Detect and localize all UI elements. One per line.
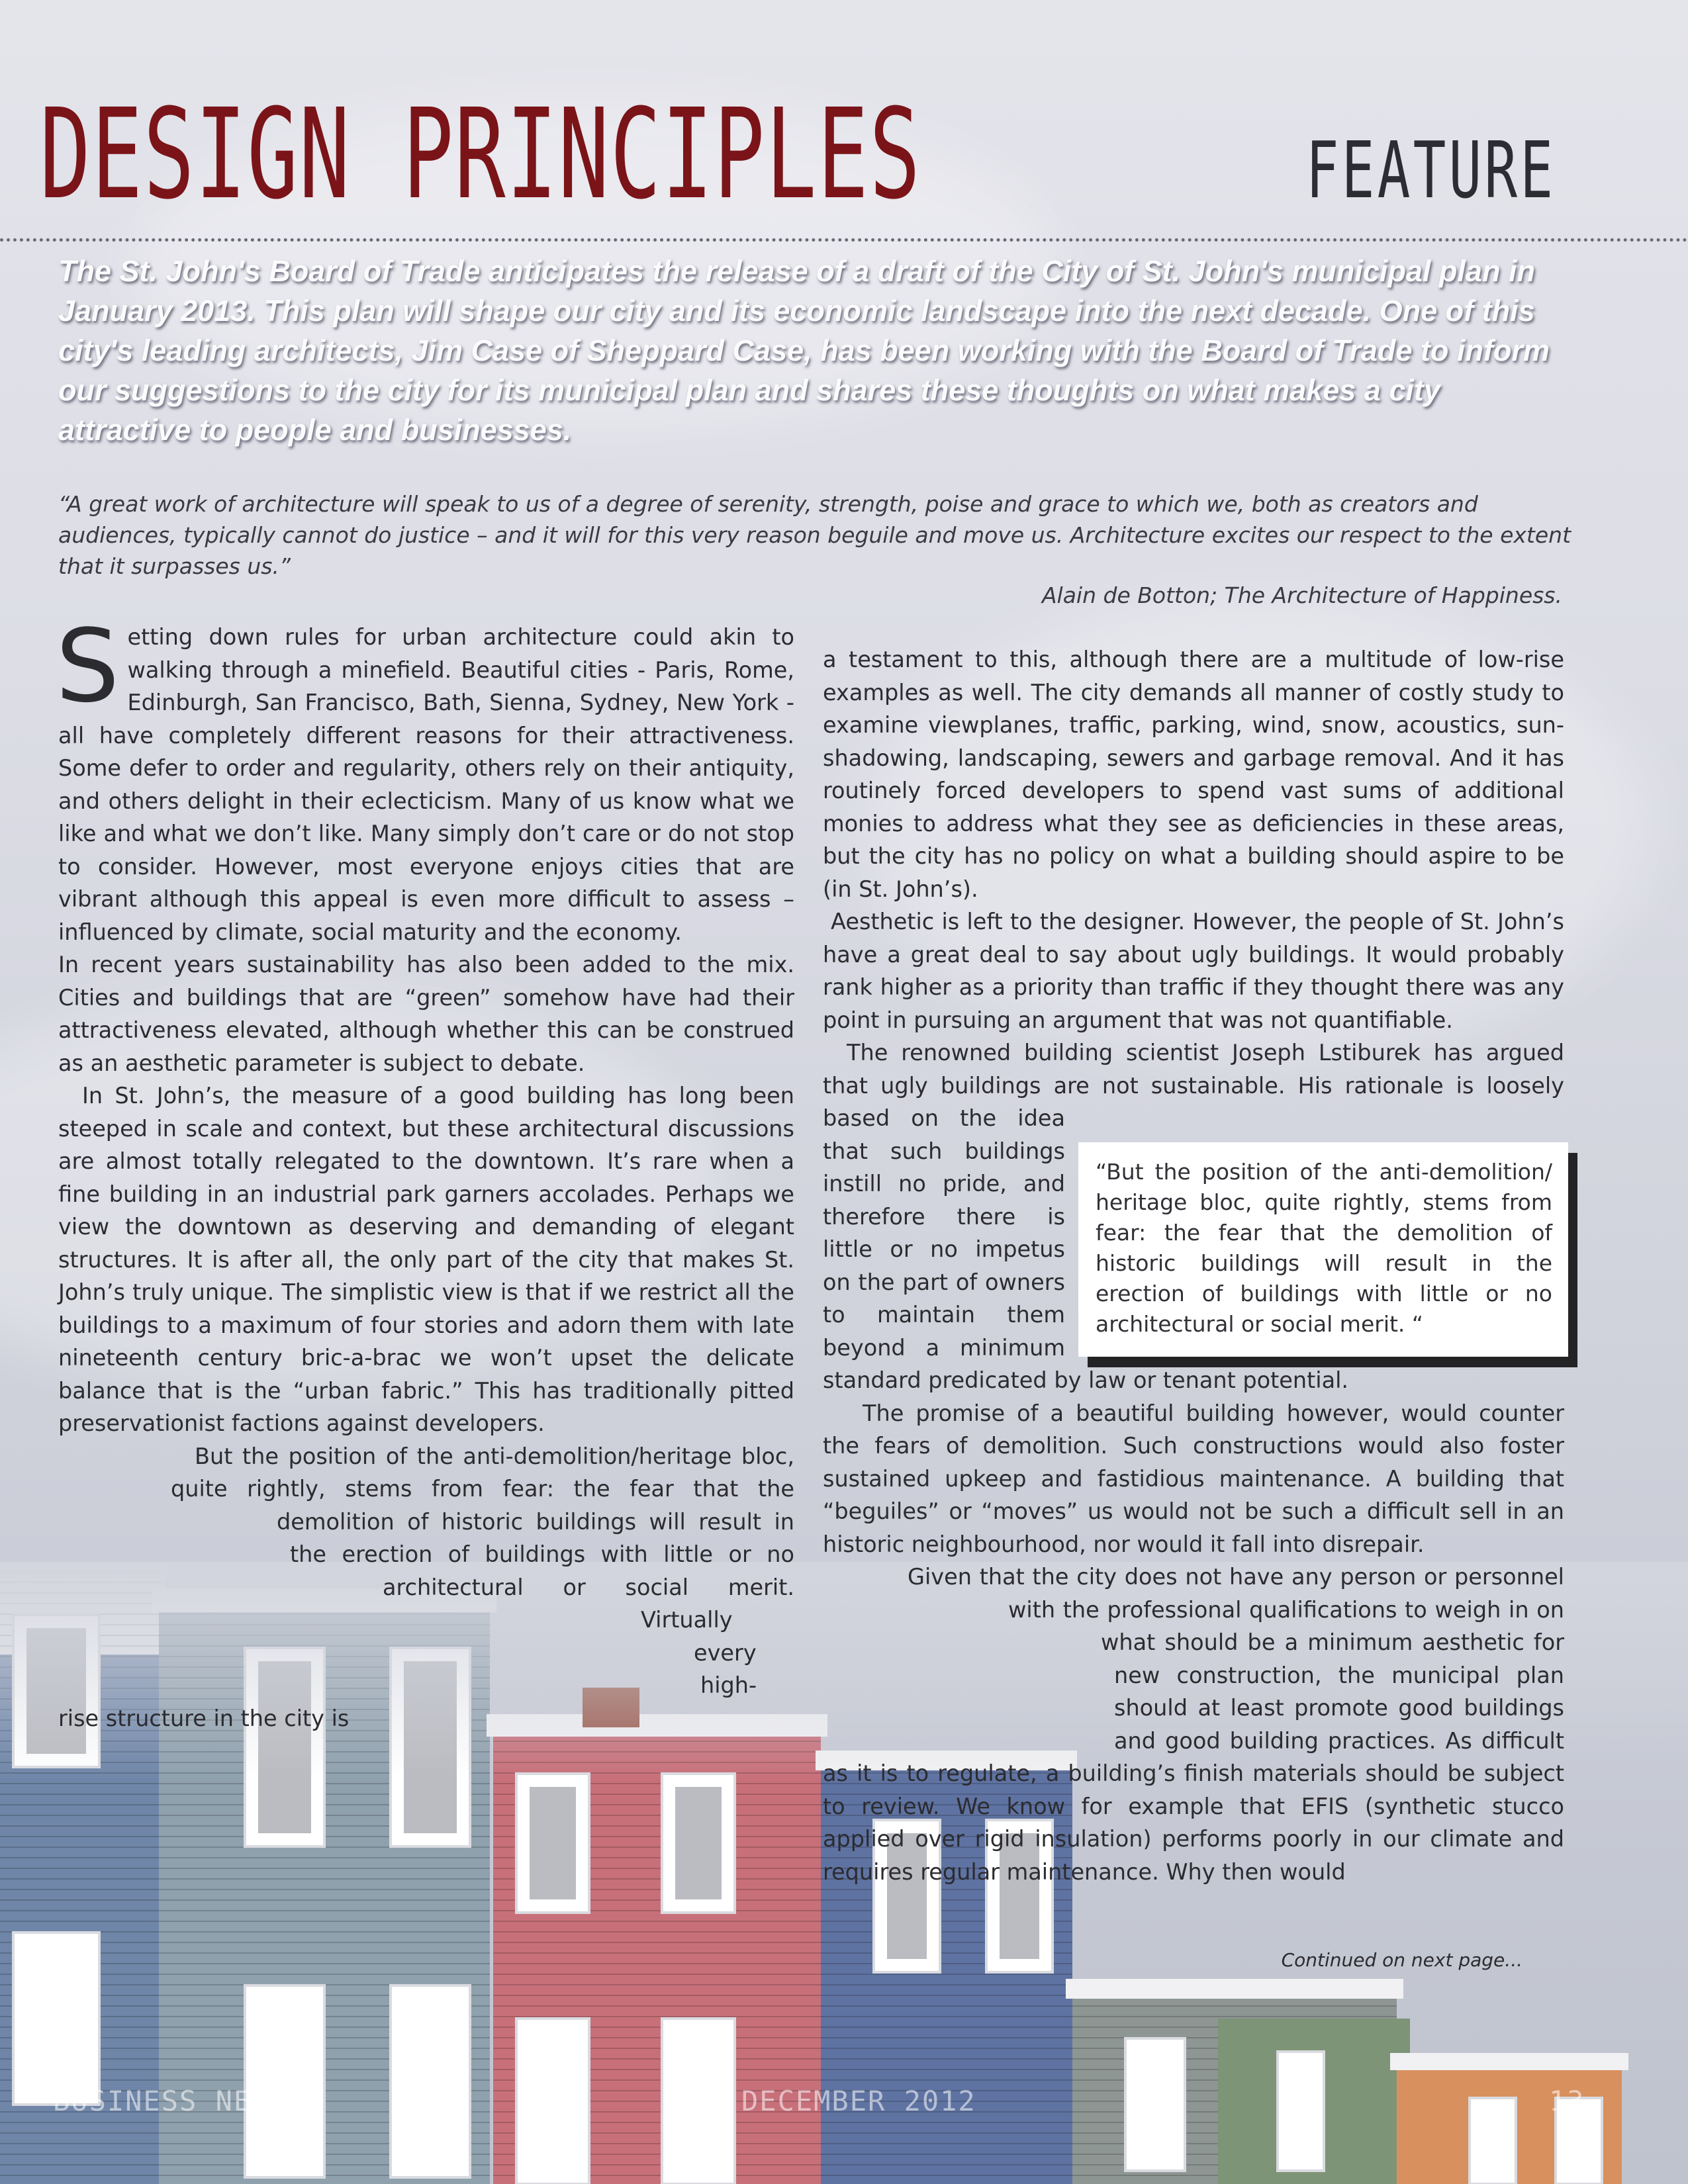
epigraph-attribution: Alain de Botton; The Architecture of Happiness. [1041,582,1562,608]
footer-issue: DECEMBER 2012 [741,2085,976,2117]
article-paragraph: Aesthetic is left to the designer. However, the people of St. John’s have a great deal to say about ugly buildings. It would probably rank higher as a priority than traffic if they thought there was any point in pursuing an argument that was not quantifiable. [823,909,1564,1033]
wrap-spacer [823,1725,1114,1758]
wrap-spacer [823,1659,1114,1692]
wrap-spacer [823,1626,1101,1659]
wrap-spacer [58,1473,171,1506]
wrap-spacer [823,1561,896,1594]
footer-publication: BUSINESS NEWS [53,2085,288,2117]
section-title: DESIGN PRINCIPLES [40,82,921,227]
article-paragraph: But the position of the anti-demolition/heritage bloc, quite rightly, stems from fear: the fear that the demolition of historic buildings will result in the erection of buildings with little or no architectural or social merit. Virtually every high-rise structure in the city is [58,1443,794,1731]
article-paragraph: etting down rules for urban architecture could akin to walking through a minefield. Beautiful cities - Paris, Rome, Edinburgh, San Francisco, Bath, Sienna, Sydney, New York - all have completely different reasons for their attractiveness. Some defer to order and regularity, others rely on their antiquity, and others delight in their eclecticism. Many of us know what we like and what we don’t like. Many simply don’t care or do not stop to consider. However, most everyone enjoys cities that are vibrant although this appeal is even more difficult to assess – influenced by climate, social maturity and the economy. [58,624,794,945]
pull-quote: “But the position of the anti-demolition/ heritage bloc, quite rightly, stems from fear: the fear that the demolition of historic buildings will result in the erection of buildings with little or no architectural or social merit. “ [1078,1142,1568,1357]
article-paragraph: The renowned building scientist Joseph Lstiburek has argued that ugly buildings are not sustainable. His rationale is loosely based on the idea that such buildings instill no pride, and therefore there is little or no impetus on the part of owners to maintain them beyond a minimum standard predicated by law or tenant potential. [823,1040,1564,1393]
article-paragraph: a testament to this, although there are a multitude of low-rise examples as well. The city demands all manner of costly study to examine viewplanes, traffic, parking, wind, snow, acoustics, sun-shadowing, landscaping, sewers and garbage removal. And it has routinely forced developers to spend vast sums of additional monies to address what they see as deficiencies in these areas, but the city has no policy on what a building should aspire to be (in St. John’s). [823,647,1564,902]
wrap-spacer [58,1440,111,1473]
wrap-spacer [823,1692,1114,1725]
column2-pull-quote-wrap [823,1036,1564,1561]
footer-page-number: 13 [1549,2085,1585,2117]
article-paragraph: In recent years sustainability has also been added to the mix. Cities and buildings that are “green” somehow have had their attractiveness elevated, although whether this can be construed as an aesthetic parameter is subject to debate. [58,952,794,1076]
wrap-spacer [58,1571,383,1604]
intro-paragraph: The St. John's Board of Trade anticipates the release of a draft of the City of St. John's municipal plan in January 2013. This plan will shape our city and its economic landscape into the next decade. One of this city's leading architects, Jim Case of Sheppard Case, has been working with the Board of Trade to inform our suggestions to the city for its municipal plan and shares these thoughts on what makes a city attractive to people and businesses. [58,254,1550,447]
column1-wrap [58,1440,794,1735]
dotted-divider [0,238,1688,242]
article-paragraph: Given that the city does not have any person or personnel with the professional qualifications to weigh in on what should be a minimum aesthetic for new construction, the municipal plan should at least promote good buildings and good building practices. As difficult as it is to regulate, a building’s finish materials should be subject to review. We know for example that EFIS (synthetic stucco applied over rigid insulation) performs poorly in our climate and requires regular maintenance. Why then would [823,1564,1564,1885]
article-column-2 [823,643,1564,1888]
article-paragraph: In St. John’s, the measure of a good building has long been steeped in scale and context, but these architectural discussions are almost totally relegated to the downtown. It’s rare when a fine building in an industrial park garners accolades. Perhaps we view the downtown as deserving and demanding of elegant structures. It is after all, the only part of the city that makes St. John’s truly unique. The simplistic view is that if we restrict all the buildings to a maximum of four stories and adorn them with late nineteenth century bric-a-brac we won’t upset the delicate balance that is the “urban fabric.” This has traditionally pitted preservationist factions against developers. [58,1083,794,1436]
wrap-spacer [58,1637,694,1670]
article-paragraph: The promise of a beautiful building however, would counter the fears of demolition. Such constructions would also foster sustained upkeep and fastidious maintenance. A building that “beguiles” or “moves” us would not be such a difficult sell in an historic neighbourhood, nor would it fall into disrepair. [823,1400,1564,1557]
continued-note: Continued on next page... [1281,1949,1523,1971]
section-label: FEATURE [1305,124,1556,216]
column2-wrap [823,1561,1564,1888]
wrap-spacer [823,1594,1008,1627]
wrap-spacer [58,1538,290,1571]
article-column-1 [56,608,794,1735]
wrap-spacer [58,1604,641,1637]
epigraph-quote: “A great work of architecture will speak to us of a degree of serenity, strength, poise and grace to which we, both as creators and audiences, typically cannot do justice – and it will for this very reason beguile and move us. Architecture excites our respect to the extent that it surpasses us.” [58,491,1571,579]
wrap-spacer [58,1506,277,1539]
wrap-spacer [58,1669,700,1702]
drop-cap: S [56,608,120,725]
